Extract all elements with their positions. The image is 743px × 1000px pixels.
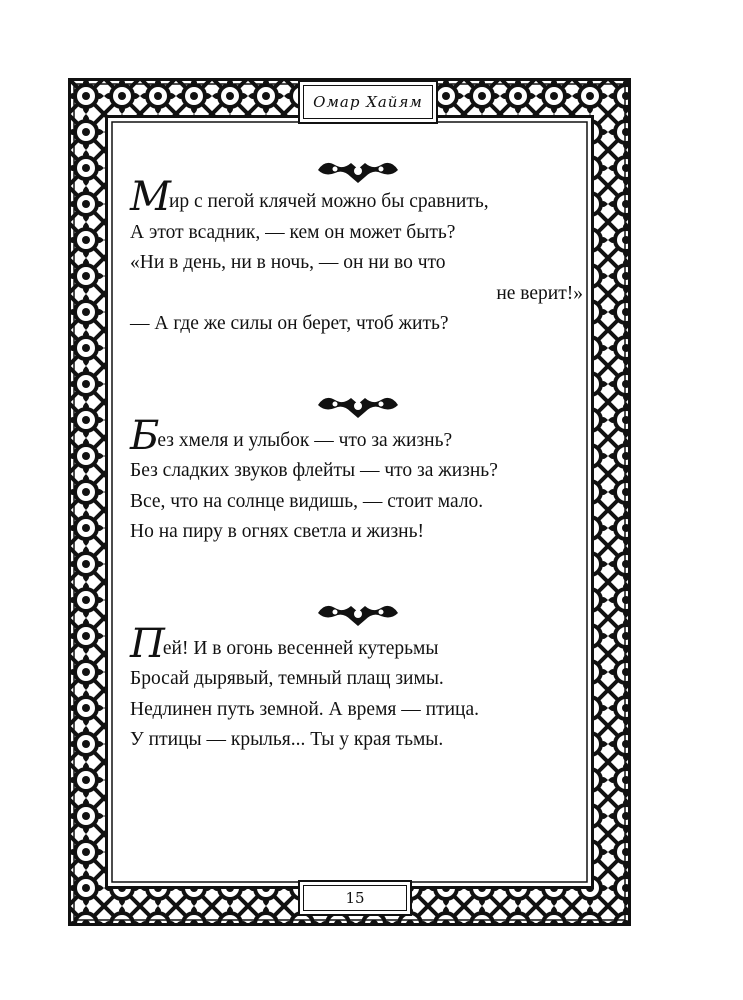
stanza-line: «Ни в день, ни в ночь, — он ни во что [130, 252, 446, 273]
line-text: ей! И в огонь весенней кутерьмы [162, 637, 439, 659]
stanza-line: — А где же силы он берет, чтоб жить? [130, 313, 449, 334]
stanza-line: не верит!» [496, 282, 583, 304]
stanza-3 [130, 620, 585, 756]
drop-cap: П [130, 620, 165, 667]
stanza-2 [130, 412, 585, 548]
stanza-line [130, 174, 585, 220]
stanza-line [130, 620, 585, 667]
line-text: ез хмеля и улыбок — что за жизнь? [157, 429, 453, 451]
stanza-line [130, 412, 585, 459]
stanza-line: Все, что на солнце видишь, — стоит мало. [130, 490, 484, 512]
stanza-line: А этот всадник, — кем он может быть? [130, 221, 456, 243]
poem-content [130, 150, 585, 756]
stanza-ornament [313, 390, 403, 420]
header-title-plate [298, 80, 438, 124]
drop-cap: М [130, 174, 171, 220]
line-text: ир с пегой клячей можно бы сравнить, [168, 191, 489, 212]
stanza-line: У птицы — крылья... Ты у края тьмы. [130, 729, 444, 750]
drop-cap: Б [130, 412, 160, 459]
stanza-line: Но на пиру в огнях светла и жизнь! [130, 521, 424, 542]
stanza-line: Бросай дырявый, темный плащ зимы. [130, 668, 444, 689]
stanza-ornament [313, 598, 403, 628]
page-number: 15 [345, 889, 365, 907]
stanza-line: Без сладких звуков флейты — что за жизнь? [130, 460, 498, 481]
book-author: Омар Хайям [313, 93, 423, 111]
stanza-ornament [313, 155, 403, 185]
stanza-line: Недлинен путь земной. А время — птица. [130, 698, 480, 720]
stanza-1 [130, 174, 585, 340]
page-number-plate [298, 880, 412, 916]
